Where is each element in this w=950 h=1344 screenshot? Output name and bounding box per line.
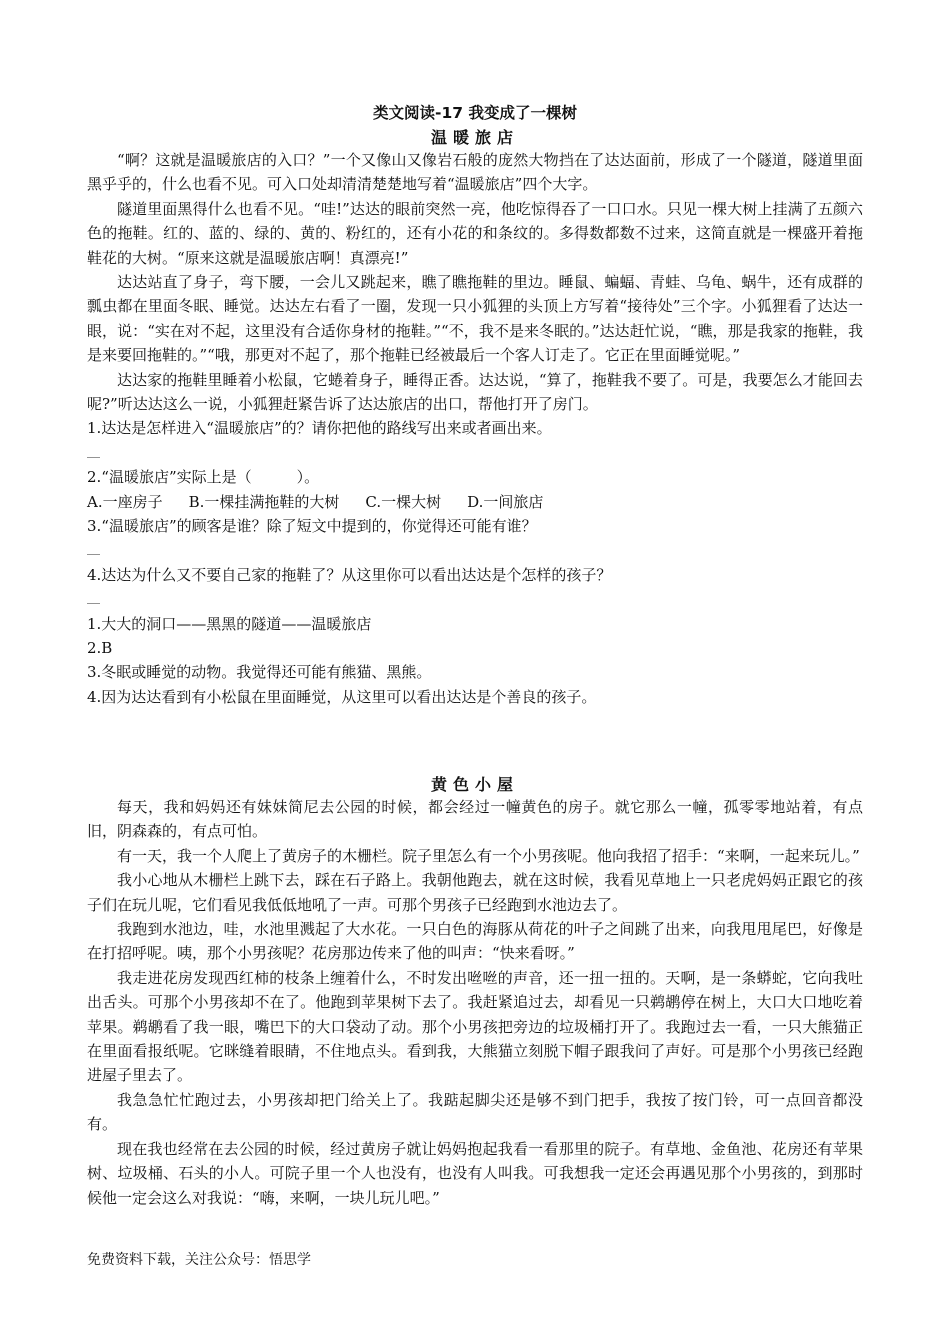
document-title: 类文阅读-17 我变成了一棵树 [373,104,577,122]
story-warm-inn [87,148,863,709]
story-paragraph: 隧道里面黑得什么也看不见。“哇!”达达的眼前突然一亮，他吃惊得吞了一口口水。只见一棵大树上挂满了五颜六色的拖鞋。红的、蓝的、绿的、黄的、粉红的，还有小花的和条纹的。多得数都数不过来，这简直就是一棵盛开着拖鞋花的大树。“原来这就是温暖旅店啊！真漂亮!” [87,199,863,267]
option-d: D.一间旅店 [467,492,544,511]
story-paragraph: 达达站直了身子，弯下腰，一会儿又跳起来，瞧了瞧拖鞋的里边。睡鼠、蝙蝠、青蛙、乌龟、蜗牛，还有成群的瓢虫都在里面冬眠、睡觉。达达左右看了一圈，发现一只小狐狸的头顶上方写着“接待处”三个字。小狐狸看了达达一眼，说：“实在对不起，这里没有合适你身材的拖鞋。”“不，我不是来冬眠的。”达达赶忙说，“瞧，那是我家的拖鞋，我是来要回拖鞋的。”“哦，那更对不起了，那个拖鞋已经被最后一个客人订走了。它正在里面睡觉呢。” [87,273,863,365]
question-2: 2.“温暖旅店”实际上是（ ）。 [87,468,320,487]
answer-blank: ＿ [87,591,101,607]
story-paragraph: 达达家的拖鞋里睡着小松鼠，它蜷着身子，睡得正香。达达说，“算了，拖鞋我不要了。可是，我要怎么才能回去呢?”听达达这么一说，小狐狸赶紧告诉了达达旅店的出口，帮他打开了房门。 [87,370,863,414]
story-title-yellow-house: 黄色小屋 [430,775,519,794]
question-3: 3.“温暖旅店”的顾客是谁？除了短文中提到的，你觉得还可能有谁？ [87,517,537,536]
story-paragraph: 有一天，我一个人爬上了黄房子的木栅栏。院子里怎么有一个小男孩呢。他向我招了招手：“来啊，一起来玩儿。” [117,846,860,865]
answer-4: 4.因为达达看到有小松鼠在里面睡觉，从这里可以看出达达是个善良的孩子。 [87,687,597,706]
story-paragraph: 我跑到水池边，哇，水池里溅起了大水花。一只白色的海豚从荷花的叶子之间跳了出来，向我甩甩尾巴，好像是在打招呼呢。咦，那个小男孩呢？花房那边传来了他的叫声：“快来看呀。” [87,920,863,963]
story-yellow-house [87,795,863,1210]
answer-blank: ＿ [87,542,101,558]
option-b: B.一棵挂满拖鞋的大树 [188,492,340,511]
question-2-options [87,490,863,514]
answer-1: 1.大大的洞口——黑黑的隧道——温暖旅店 [87,614,372,633]
story-paragraph: 现在我也经常在去公园的时候，经过黄房子就让妈妈抱起我看一看那里的院子。有草地、金鱼池、花房还有苹果树、垃圾桶、石头的小人。可院子里一个人也没有，也没有人叫我。可我想我一定还会再遇见那个小男孩的，到那时候他一定会这么对我说：“嗨，来啊，一块儿玩儿吧。” [87,1139,863,1207]
story-paragraph: “啊？这就是温暖旅店的入口？”一个又像山又像岩石般的庞然大物挡在了达达面前，形成了一个隧道，隧道里面黑乎乎的，什么也看不见。可入口处却清清楚楚地写着“温暖旅店”四个大字。 [87,151,863,194]
option-c: C.一棵大树 [365,492,442,511]
story-title-warm-inn: 温暖旅店 [430,128,519,147]
story-paragraph: 我小心地从木栅栏上跳下去，踩在石子路上。我朝他跑去，就在这时候，我看见草地上一只老虎妈妈正跟它的孩子们在玩儿呢，它们看见我低低地吼了一声。可那个男孩子已经跑到水池边去了。 [87,871,863,914]
option-a: A.一座房子 [87,492,163,511]
question-1: 1.达达是怎样进入“温暖旅店”的？请你把他的路线写出来或者画出来。 [87,419,552,438]
answer-2: 2.B [87,639,113,658]
answer-blank: ＿ [87,444,101,460]
answer-3: 3.冬眠或睡觉的动物。我觉得还可能有熊猫、黑熊。 [87,663,432,682]
story-paragraph: 我走进花房发现西红柿的枝条上缠着什么，不时发出咝咝的声音，还一扭一扭的。天啊，是一条蟒蛇，它向我吐出舌头。可那个小男孩却不在了。他跑到苹果树下去了。我赶紧追过去，却看见一只鹈鹕停在树上，大口大口地吃着苹果。鹈鹕看了我一眼，嘴巴下的大口袋动了动。那个小男孩把旁边的垃圾桶打开了。我跑过去一看，一只大熊猫正在里面看报纸呢。它眯缝着眼睛，不住地点头。看到我，大熊猫立刻脱下帽子跟我问了声好。可是那个小男孩已经跑进屋子里去了。 [87,968,863,1085]
question-4: 4.达达为什么又不要自己家的拖鞋了？从这里你可以看出达达是个怎样的孩子？ [87,565,612,584]
story-paragraph: 我急急忙忙跑过去，小男孩却把门给关上了。我踮起脚尖还是够不到门把手，我按了按门铃，可一点回音都没有。 [87,1090,863,1134]
story-paragraph: 每天，我和妈妈还有妹妹简尼去公园的时候，都会经过一幢黄色的房子。就它那么一幢，孤零零地站着，有点旧，阴森森的，有点可怕。 [87,798,863,841]
footer-note: 免费资料下载，关注公众号：悟思学 [87,1252,311,1268]
